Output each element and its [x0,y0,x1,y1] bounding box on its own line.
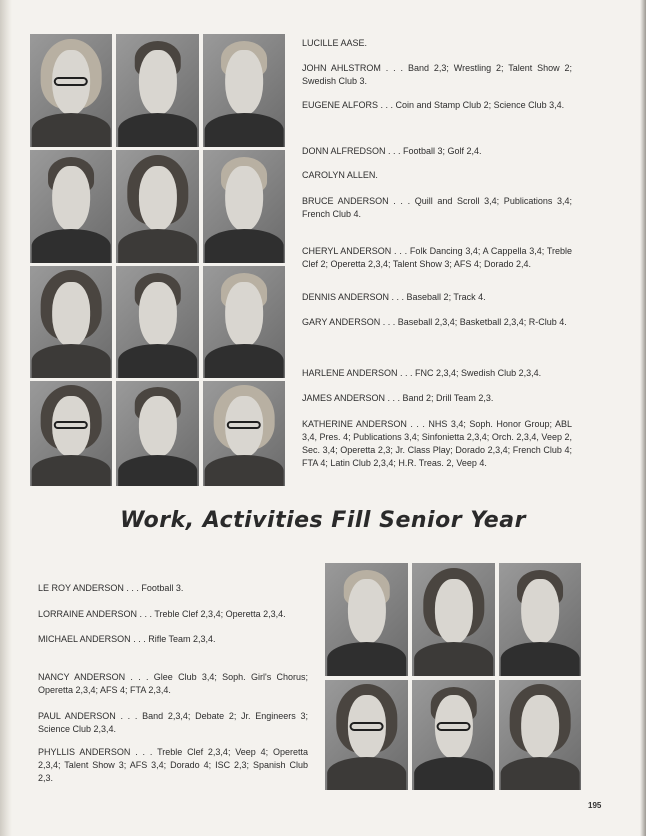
portrait-photo [30,266,112,378]
entry-activities: . . . Football 3. [123,583,184,593]
senior-entry [38,608,308,621]
senior-entry [302,99,572,112]
portrait-photo [203,34,285,147]
page-headline: Work, Activities Fill Senior Year [120,508,526,533]
entry-activities: . . . Football 3; Golf 2,4. [385,146,482,156]
page-number: 195 [588,801,602,810]
page-binding-shadow [0,0,12,836]
portrait-photo [116,150,199,263]
entry-name: GARY ANDERSON [302,317,381,327]
senior-entry [38,746,308,785]
entry-name: LUCILLE AASE. [302,38,368,48]
senior-entry [302,145,572,158]
portrait-photo [30,34,112,147]
entry-activities: . . . Band 2,3,4; Debate 2; Jr. Engineers 3; Science Club 2,3,4. [38,711,308,734]
senior-entry [302,62,572,88]
entry-name: PAUL ANDERSON [38,711,116,721]
entry-activities: . . . Quill and Scroll 3,4; Publications 3,4; French Club 4. [302,196,572,219]
entry-activities: . . . NHS 3,4; Soph. Honor Group; ABL 3,4, Pres. 4; Publications 3,4; Sinfonietta 2,3,4; Orch. 2,3,4, Veep 2, Sec. 3,4; Operetta 2,3; Jr. Class Play; Dorado 2,3,4; French Club 4; FTA 4; Latin Club 2,3,4; H.R. Treas. 2, Veep 4. [302,419,572,468]
senior-entry [38,633,308,646]
portrait-photo [116,34,199,147]
entry-name: LORRAINE ANDERSON [38,609,138,619]
portrait-photo [325,563,408,676]
senior-entry [302,195,572,221]
entry-name: EUGENE ALFORS [302,100,379,110]
entry-name: DONN ALFREDSON [302,146,386,156]
entry-name: JOHN AHLSTROM [302,63,381,73]
portrait-photo [203,150,285,263]
entry-activities: . . . Treble Clef 2,3,4; Veep 4; Operetta 2,3,4; Talent Show 3; AFS 3,4; Dorado 4; ISC 2,3; Spanish Club 2,3. [38,747,309,783]
portrait-photo [203,266,285,378]
portrait-photo [116,381,199,486]
entry-activities: . . . Folk Dancing 3,4; A Cappella 3,4; Treble Clef 2; Operetta 2,3,4; Talent Show 3; AFS 4; Dorado 2,4. [302,246,572,269]
portrait-photo [203,381,285,486]
senior-entry [302,245,572,271]
entry-activities: . . . Treble Clef 2,3,4; Operetta 2,3,4. [137,609,286,619]
entry-activities: . . . Baseball 2,3,4; Basketball 2,3,4; R-Club 4. [380,317,567,327]
senior-entry [302,316,572,329]
portrait-photo [499,680,581,790]
entry-activities: . . . Band 2; Drill Team 2,3. [385,393,494,403]
entry-activities: . . . Rifle Team 2,3,4. [130,634,216,644]
senior-entry [302,418,572,470]
portrait-photo [499,563,581,676]
entry-name: NANCY ANDERSON [38,672,126,682]
portrait-photo [30,381,112,486]
portrait-photo [412,563,495,676]
entry-name: DENNIS ANDERSON [302,292,390,302]
portrait-photo [30,150,112,263]
entry-name: KATHERINE ANDERSON [302,419,407,429]
portrait-photo [116,266,199,378]
senior-entry [302,37,572,50]
entry-activities: . . . Glee Club 3,4; Soph. Girl's Chorus; Operetta 2,3,4; AFS 4; FTA 2,3,4. [38,672,308,695]
entry-name: CAROLYN ALLEN. [302,170,378,180]
entry-activities: . . . Baseball 2; Track 4. [389,292,486,302]
entry-name: JAMES ANDERSON [302,393,386,403]
entry-activities: . . . Band 2,3; Wrestling 2; Talent Show 2; Swedish Club 3. [302,63,573,86]
senior-entry [38,710,308,736]
entry-name: HARLENE ANDERSON [302,368,398,378]
entry-name: CHERYL ANDERSON [302,246,392,256]
senior-entry [302,169,572,182]
entry-name: LE ROY ANDERSON [38,583,124,593]
senior-entry [38,671,308,697]
senior-entry [302,392,572,405]
portrait-photo [412,680,495,790]
senior-entry [302,367,572,380]
entry-name: PHYLLIS ANDERSON [38,747,131,757]
senior-entry [38,582,308,595]
entry-activities: . . . Coin and Stamp Club 2; Science Club 3,4. [378,100,565,110]
senior-entry [302,291,572,304]
portrait-photo [325,680,408,790]
page-edge-shadow [640,0,646,836]
entry-name: MICHAEL ANDERSON [38,634,131,644]
entry-activities: . . . FNC 2,3,4; Swedish Club 2,3,4. [397,368,542,378]
entry-name: BRUCE ANDERSON [302,196,389,206]
